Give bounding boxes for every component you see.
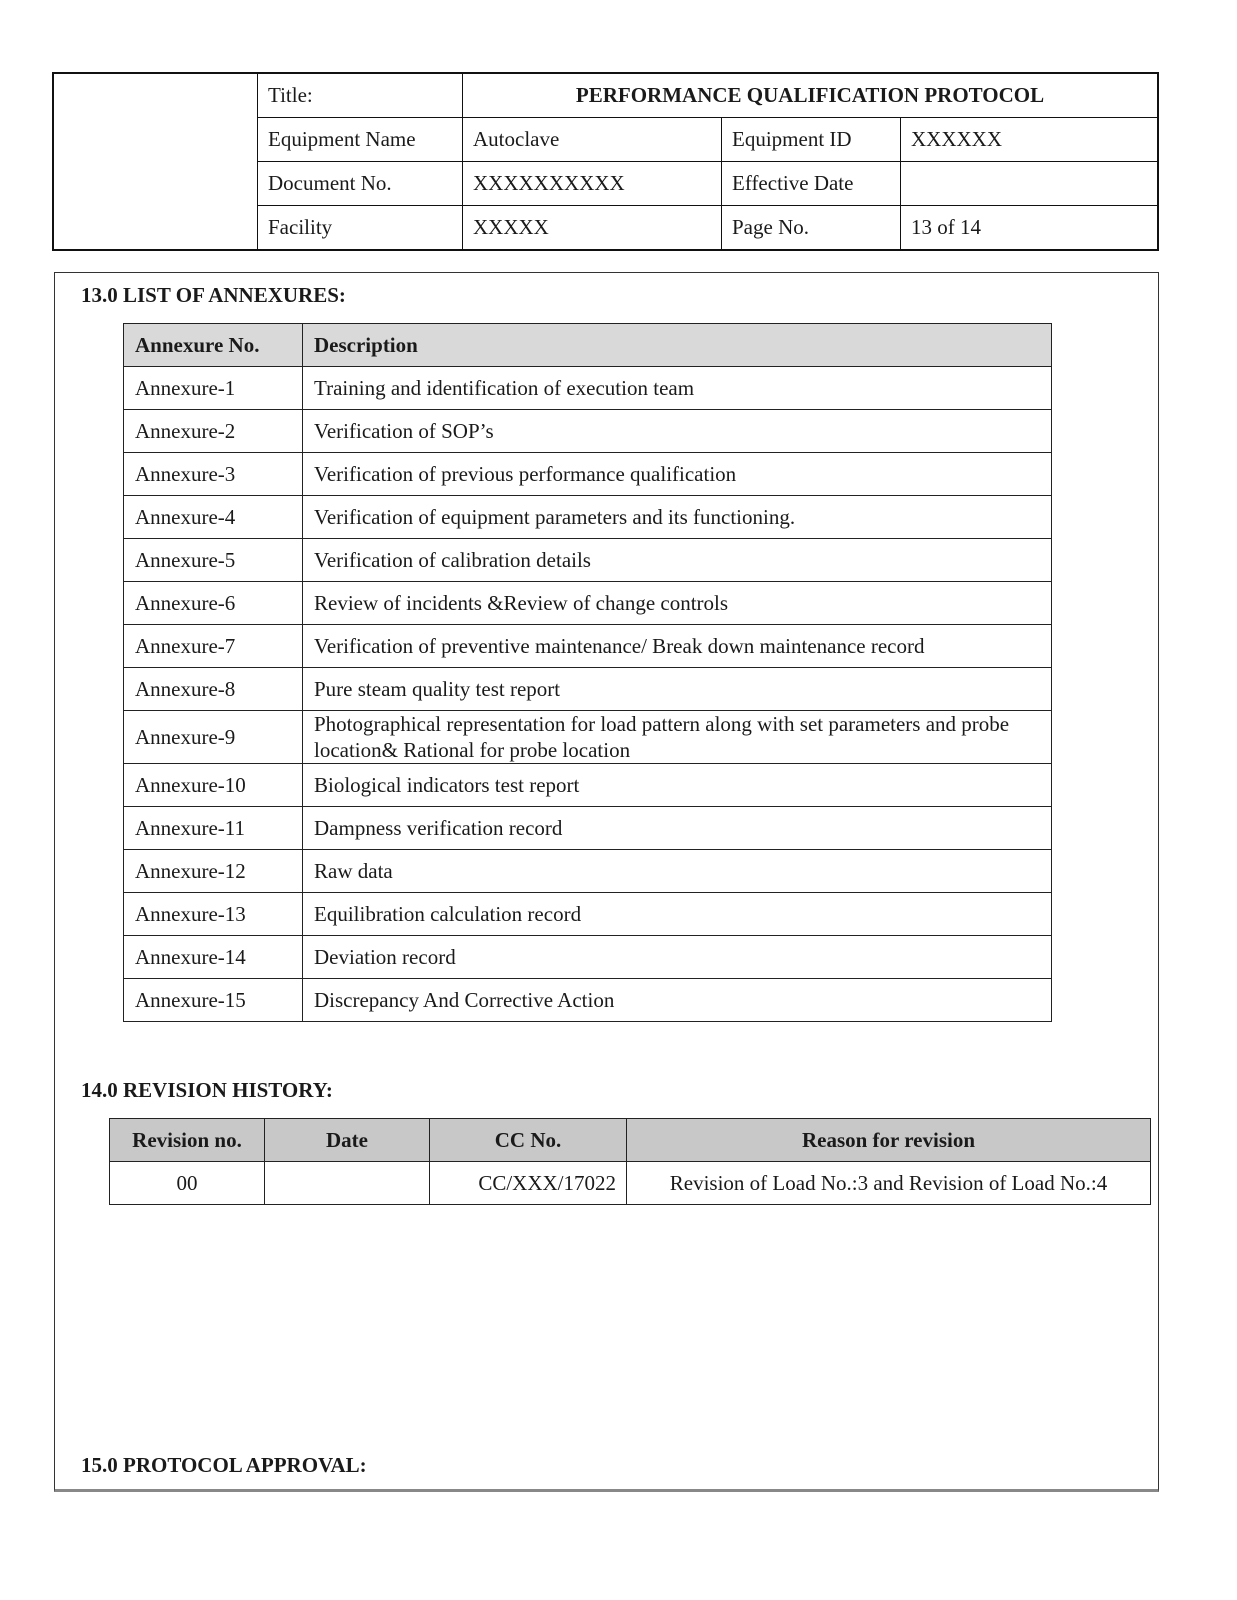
table-row bbox=[124, 496, 1052, 539]
annexure-no: Annexure-13 bbox=[124, 893, 303, 936]
annexure-no: Annexure-7 bbox=[124, 625, 303, 668]
revision-history-table bbox=[109, 1118, 1151, 1205]
table-row bbox=[124, 367, 1052, 410]
annexure-desc: Dampness verification record bbox=[303, 807, 1052, 850]
document-no-label: Document No. bbox=[258, 162, 463, 206]
table-row bbox=[124, 539, 1052, 582]
column-header: Description bbox=[303, 324, 1052, 367]
annexure-desc: Raw data bbox=[303, 850, 1052, 893]
document-title: PERFORMANCE QUALIFICATION PROTOCOL bbox=[463, 73, 1159, 118]
table-row bbox=[124, 711, 1052, 764]
annexure-no: Annexure-1 bbox=[124, 367, 303, 410]
table-row bbox=[124, 979, 1052, 1022]
annexure-desc: Equilibration calculation record bbox=[303, 893, 1052, 936]
annexure-no: Annexure-8 bbox=[124, 668, 303, 711]
facility-value: XXXXX bbox=[463, 206, 722, 251]
table-header-row bbox=[110, 1119, 1151, 1162]
page-no-value: 13 of 14 bbox=[901, 206, 1159, 251]
table-row bbox=[124, 850, 1052, 893]
annexure-no: Annexure-5 bbox=[124, 539, 303, 582]
annexure-desc: Verification of calibration details bbox=[303, 539, 1052, 582]
equipment-id-value: XXXXXX bbox=[901, 118, 1159, 162]
annexure-no: Annexure-9 bbox=[124, 711, 303, 764]
effective-date-label: Effective Date bbox=[722, 162, 901, 206]
column-header: Reason for revision bbox=[627, 1119, 1151, 1162]
table-row bbox=[124, 625, 1052, 668]
document-no-value: XXXXXXXXXX bbox=[463, 162, 722, 206]
annexure-no: Annexure-14 bbox=[124, 936, 303, 979]
page-no-label: Page No. bbox=[722, 206, 901, 251]
revision-reason: Revision of Load No.:3 and Revision of Load No.:4 bbox=[627, 1162, 1151, 1205]
annexure-desc: Verification of equipment parameters and its functioning. bbox=[303, 496, 1052, 539]
annexure-desc: Photographical representation for load pattern along with set parameters and probe location& Rational for probe location bbox=[303, 711, 1052, 764]
annexure-no: Annexure-15 bbox=[124, 979, 303, 1022]
cc-no: CC/XXX/17022 bbox=[430, 1162, 627, 1205]
column-header: Annexure No. bbox=[124, 324, 303, 367]
annexure-no: Annexure-2 bbox=[124, 410, 303, 453]
table-row bbox=[124, 807, 1052, 850]
annexure-no: Annexure-4 bbox=[124, 496, 303, 539]
section-13-heading: 13.0 LIST OF ANNEXURES: bbox=[81, 283, 346, 307]
column-header: Revision no. bbox=[110, 1119, 265, 1162]
annexure-desc: Verification of SOP’s bbox=[303, 410, 1052, 453]
annexure-desc: Training and identification of execution team bbox=[303, 367, 1052, 410]
revision-date bbox=[265, 1162, 430, 1205]
equipment-name-label: Equipment Name bbox=[258, 118, 463, 162]
annexures-table bbox=[123, 323, 1052, 1022]
annexure-no: Annexure-10 bbox=[124, 764, 303, 807]
table-row bbox=[124, 453, 1052, 496]
annexure-desc: Verification of previous performance qualification bbox=[303, 453, 1052, 496]
column-header: CC No. bbox=[430, 1119, 627, 1162]
table-row bbox=[124, 410, 1052, 453]
annexure-desc: Biological indicators test report bbox=[303, 764, 1052, 807]
annexure-desc: Verification of preventive maintenance/ Break down maintenance record bbox=[303, 625, 1052, 668]
document-header-table bbox=[52, 72, 1159, 251]
table-header-row bbox=[124, 324, 1052, 367]
column-header: Date bbox=[265, 1119, 430, 1162]
section-14-heading: 14.0 REVISION HISTORY: bbox=[81, 1078, 333, 1102]
table-row bbox=[110, 1162, 1151, 1205]
facility-label: Facility bbox=[258, 206, 463, 251]
table-row bbox=[124, 582, 1052, 625]
table-row bbox=[124, 668, 1052, 711]
annexure-desc: Discrepancy And Corrective Action bbox=[303, 979, 1052, 1022]
annexure-desc: Deviation record bbox=[303, 936, 1052, 979]
table-row bbox=[124, 936, 1052, 979]
effective-date-value bbox=[901, 162, 1159, 206]
document-body bbox=[54, 272, 1159, 1492]
table-row bbox=[124, 893, 1052, 936]
annexure-no: Annexure-6 bbox=[124, 582, 303, 625]
annexure-desc: Review of incidents &Review of change controls bbox=[303, 582, 1052, 625]
section-15-heading: 15.0 PROTOCOL APPROVAL: bbox=[81, 1453, 367, 1477]
equipment-id-label: Equipment ID bbox=[722, 118, 901, 162]
annexure-no: Annexure-3 bbox=[124, 453, 303, 496]
logo-cell bbox=[53, 73, 258, 250]
annexure-no: Annexure-11 bbox=[124, 807, 303, 850]
table-row bbox=[124, 764, 1052, 807]
equipment-name-value: Autoclave bbox=[463, 118, 722, 162]
title-label: Title: bbox=[258, 73, 463, 118]
annexure-desc: Pure steam quality test report bbox=[303, 668, 1052, 711]
revision-no: 00 bbox=[110, 1162, 265, 1205]
annexure-no: Annexure-12 bbox=[124, 850, 303, 893]
